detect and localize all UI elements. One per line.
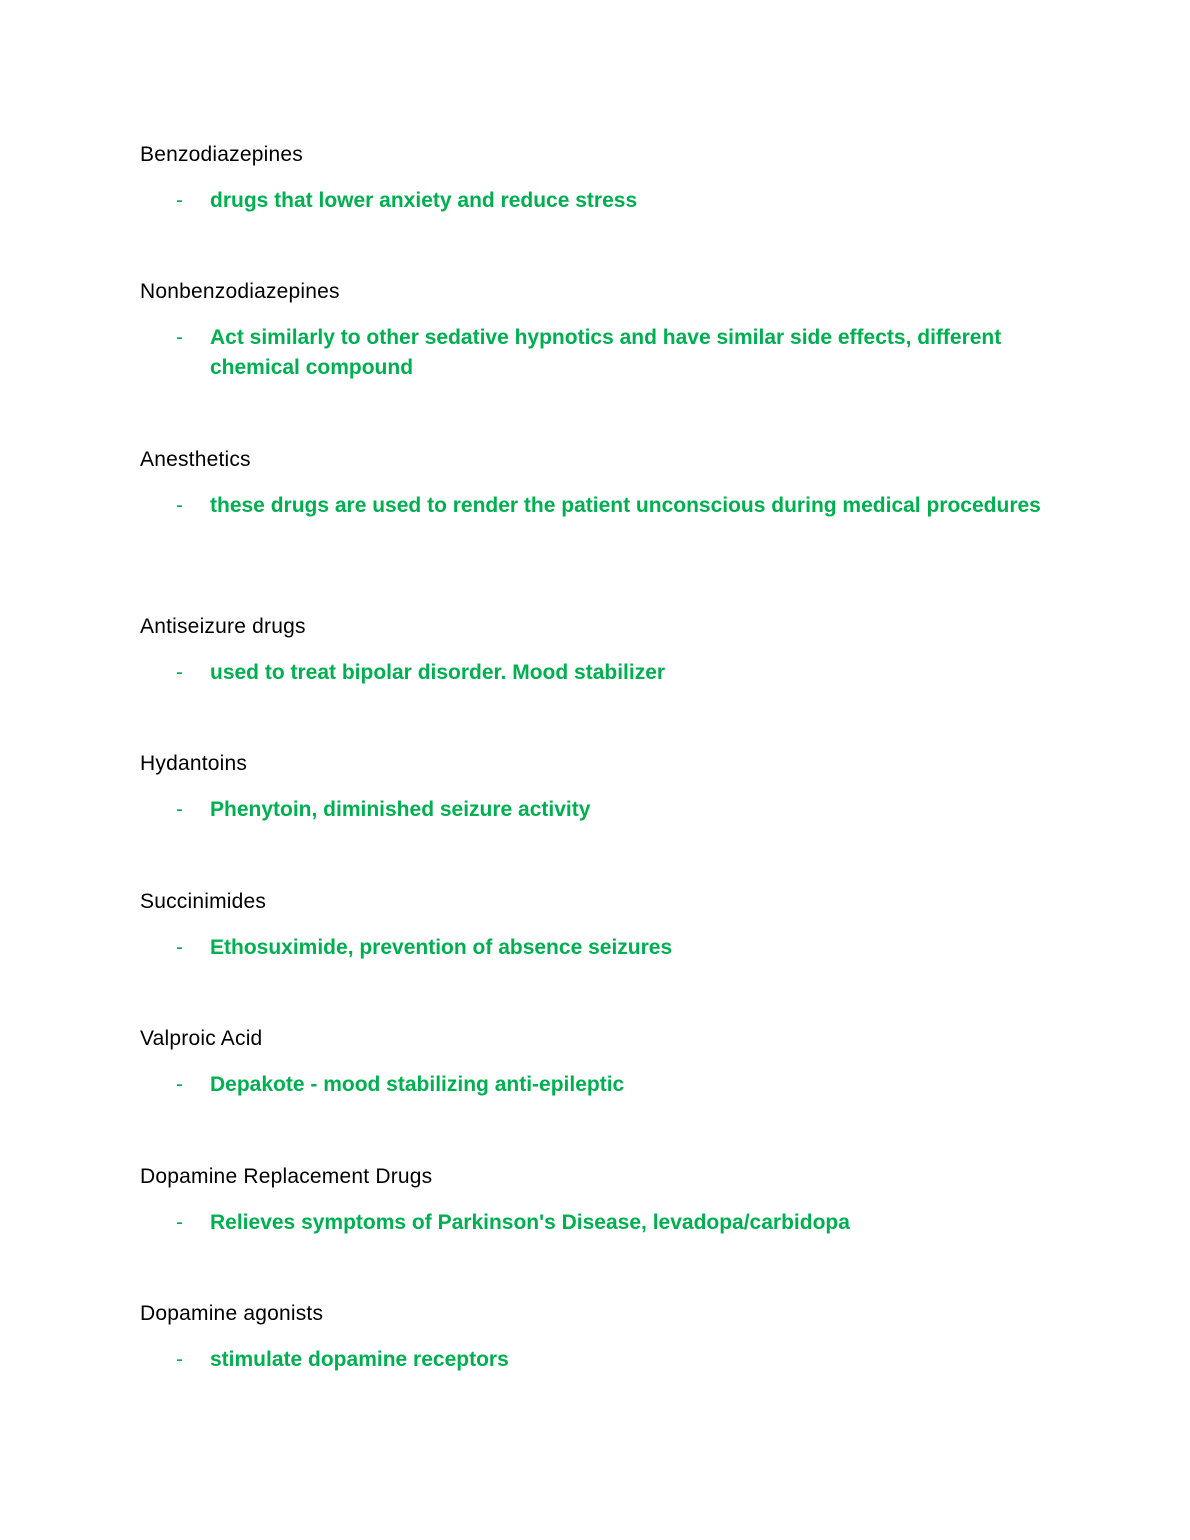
term-heading: Nonbenzodiazepines bbox=[140, 280, 340, 303]
term-heading: Benzodiazepines bbox=[140, 143, 303, 166]
definition-bullet bbox=[140, 323, 1050, 383]
definition-bullet bbox=[140, 1070, 1050, 1100]
term-heading: Valproic Acid bbox=[140, 1027, 263, 1050]
definition-bullet bbox=[140, 186, 1050, 216]
bullet-dash-icon: - bbox=[176, 494, 183, 517]
definition-text: Depakote - mood stabilizing anti-epileptic bbox=[210, 1073, 625, 1096]
entry-hydantoins bbox=[140, 749, 1060, 825]
entry-benzodiazepines bbox=[140, 140, 1060, 216]
definition-text: drugs that lower anxiety and reduce stress bbox=[210, 189, 638, 212]
entry-dopamine-replacement-drugs bbox=[140, 1162, 1060, 1238]
bullet-dash-icon: - bbox=[176, 798, 183, 821]
bullet-dash-icon: - bbox=[176, 1211, 183, 1234]
entry-dopamine-agonists bbox=[140, 1299, 1060, 1375]
definition-bullet bbox=[140, 933, 1050, 963]
entry-valproic-acid bbox=[140, 1024, 1060, 1100]
definition-bullet bbox=[140, 795, 1050, 825]
definition-text: Relieves symptoms of Parkinson's Disease, levadopa/carbidopa bbox=[210, 1211, 850, 1234]
definition-bullet bbox=[140, 491, 1050, 521]
bullet-dash-icon: - bbox=[176, 661, 183, 684]
term-heading: Dopamine Replacement Drugs bbox=[140, 1165, 433, 1188]
bullet-dash-icon: - bbox=[176, 936, 183, 959]
definition-text: Act similarly to other sedative hypnotics and have similar side effects, different chemical compound bbox=[210, 326, 1002, 379]
term-heading: Antiseizure drugs bbox=[140, 615, 306, 638]
term-heading: Anesthetics bbox=[140, 448, 251, 471]
entry-succinimides bbox=[140, 887, 1060, 963]
bullet-dash-icon: - bbox=[176, 189, 183, 212]
term-heading: Dopamine agonists bbox=[140, 1302, 324, 1325]
entry-anesthetics bbox=[140, 445, 1060, 521]
definition-bullet bbox=[140, 1345, 1050, 1375]
entry-antiseizure-drugs bbox=[140, 612, 1060, 688]
bullet-dash-icon: - bbox=[176, 1073, 183, 1096]
definition-text: stimulate dopamine receptors bbox=[210, 1348, 509, 1371]
entry-nonbenzodiazepines bbox=[140, 277, 1060, 383]
bullet-dash-icon: - bbox=[176, 326, 183, 349]
term-heading: Hydantoins bbox=[140, 752, 248, 775]
definition-text: Ethosuximide, prevention of absence seizures bbox=[210, 936, 673, 959]
term-heading: Succinimides bbox=[140, 890, 267, 913]
definition-bullet bbox=[140, 1208, 1050, 1238]
bullet-dash-icon: - bbox=[176, 1348, 183, 1371]
definition-text: these drugs are used to render the patient unconscious during medical procedures bbox=[210, 494, 1041, 517]
definition-bullet bbox=[140, 658, 1050, 688]
definition-text: Phenytoin, diminished seizure activity bbox=[210, 798, 591, 821]
definition-text: used to treat bipolar disorder. Mood stabilizer bbox=[210, 661, 666, 684]
